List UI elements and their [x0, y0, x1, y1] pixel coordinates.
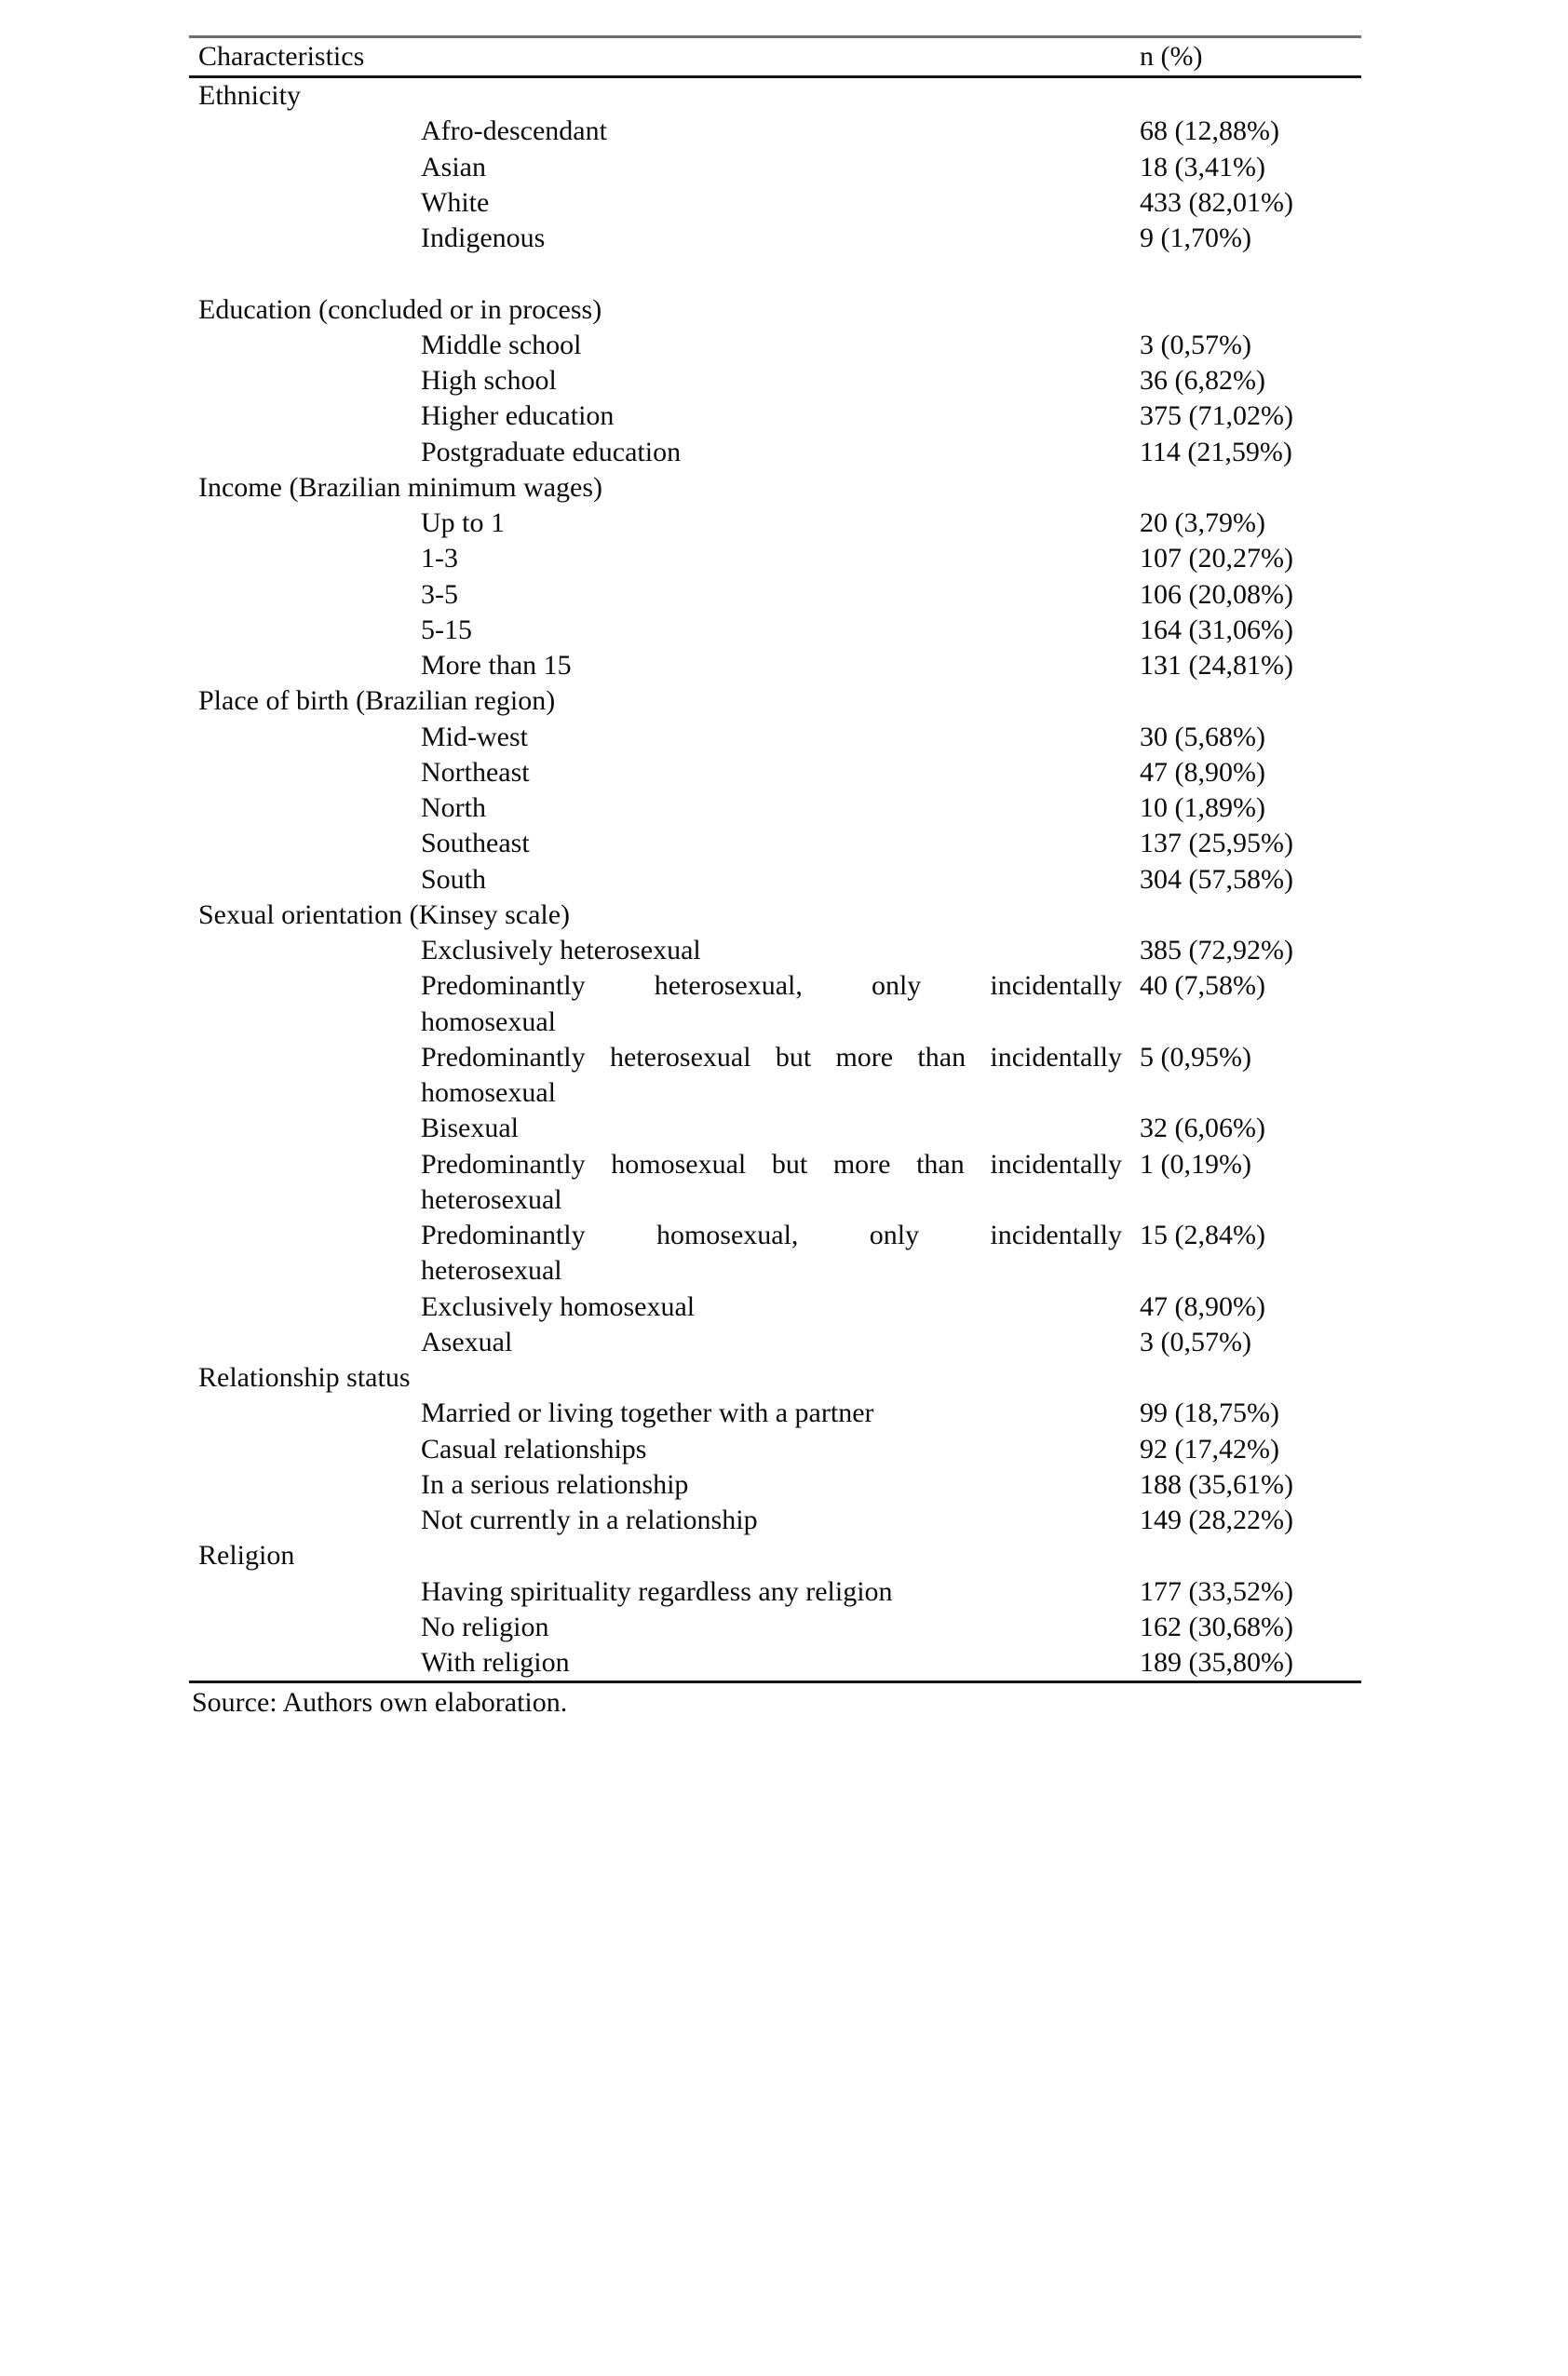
table-row	[189, 648, 1361, 683]
table-row	[189, 1218, 1361, 1289]
table-row	[189, 1325, 1361, 1360]
group-row	[189, 78, 1361, 114]
table-row	[189, 1432, 1361, 1467]
row-value: 137 (25,95%)	[1140, 828, 1293, 859]
table-row	[189, 720, 1361, 755]
row-label: Bisexual	[421, 1113, 519, 1144]
table-row	[189, 826, 1361, 861]
row-label: Postgraduate education	[421, 436, 682, 467]
group-row	[189, 898, 1361, 933]
row-label-line: heterosexual	[421, 1255, 562, 1287]
row-value: 68 (12,88%)	[1140, 115, 1279, 147]
table-header-row	[189, 38, 1361, 78]
row-label-line: Predominantly heterosexual, only incidentally	[421, 970, 1122, 1002]
row-value: 149 (28,22%)	[1140, 1505, 1293, 1535]
table-row	[189, 790, 1361, 826]
table-row	[189, 398, 1361, 434]
row-label: Mid-west	[421, 721, 528, 752]
table-row	[189, 1147, 1361, 1219]
row-value: 36 (6,82%)	[1140, 365, 1265, 396]
row-value: 177 (33,52%)	[1140, 1575, 1293, 1607]
row-value: 304 (57,58%)	[1140, 863, 1293, 895]
row-label: Having spirituality regardless any religion	[421, 1575, 893, 1607]
row-value: 114 (21,59%)	[1140, 436, 1292, 467]
table-row	[189, 363, 1361, 398]
table-row	[189, 1396, 1361, 1431]
row-label: Married or living together with a partner	[421, 1397, 874, 1429]
row-label: High school	[421, 365, 557, 396]
table-row	[189, 968, 1361, 1040]
group-row	[189, 1360, 1361, 1396]
row-value: 20 (3,79%)	[1140, 507, 1265, 538]
row-label	[189, 968, 1122, 1040]
row-label: Higher education	[421, 400, 615, 432]
row-value: 188 (35,61%)	[1140, 1468, 1293, 1500]
row-value: 162 (30,68%)	[1140, 1611, 1293, 1642]
row-label-line: Predominantly heterosexual but more than incidentally	[421, 1041, 1122, 1073]
row-value: 30 (5,68%)	[1140, 721, 1265, 752]
row-label: In a serious relationship	[421, 1468, 689, 1500]
table-row	[189, 933, 1361, 968]
table-row	[189, 1289, 1361, 1325]
table-row	[189, 328, 1361, 363]
row-value: 18 (3,41%)	[1140, 151, 1265, 182]
row-label-line: Predominantly homosexual, only incidentally	[421, 1220, 1122, 1250]
table-row	[189, 221, 1361, 256]
table-row	[189, 1467, 1361, 1503]
table-row	[189, 435, 1361, 470]
row-label: Indigenous	[421, 223, 546, 253]
table-row	[189, 862, 1361, 898]
row-value: 5 (0,95%)	[1140, 1041, 1251, 1073]
row-label: Up to 1	[421, 507, 505, 538]
column-header-characteristics: Characteristics	[198, 41, 365, 72]
table-row	[189, 577, 1361, 613]
row-label: Relationship status	[198, 1362, 411, 1393]
row-label: Sexual orientation (Kinsey scale)	[198, 898, 571, 930]
row-value: 15 (2,84%)	[1140, 1220, 1265, 1250]
table-row	[189, 1610, 1361, 1645]
group-row	[189, 470, 1361, 506]
table-row	[189, 541, 1361, 576]
row-label: Income (Brazilian minimum wages)	[198, 471, 603, 503]
row-value: 1 (0,19%)	[1140, 1148, 1251, 1180]
row-label: Asexual	[421, 1326, 513, 1357]
row-value: 47 (8,90%)	[1140, 1290, 1265, 1322]
row-label: White	[421, 186, 490, 218]
table-row	[189, 613, 1361, 648]
row-label-line: homosexual	[421, 1006, 556, 1037]
row-label: Afro-descendant	[421, 115, 607, 147]
group-row	[189, 1538, 1361, 1573]
table-row	[189, 1574, 1361, 1610]
row-label: South	[421, 863, 487, 895]
group-row	[189, 683, 1361, 719]
row-value: 92 (17,42%)	[1140, 1433, 1279, 1465]
row-value: 106 (20,08%)	[1140, 578, 1293, 610]
group-row	[189, 292, 1361, 328]
row-label	[189, 1040, 1122, 1112]
row-label	[189, 1147, 1122, 1219]
row-label: Exclusively heterosexual	[421, 935, 701, 965]
row-label: With religion	[421, 1647, 570, 1678]
row-label: More than 15	[421, 650, 572, 681]
row-value: 10 (1,89%)	[1140, 792, 1265, 823]
table-row	[189, 1503, 1361, 1538]
row-label: Place of birth (Brazilian region)	[198, 685, 556, 717]
row-label: 5-15	[421, 614, 472, 645]
row-value: 47 (8,90%)	[1140, 756, 1265, 788]
table-row	[189, 185, 1361, 221]
source-note: Source: Authors own elaboration.	[192, 1687, 568, 1718]
column-header-n-percent: n (%)	[1140, 41, 1203, 72]
row-value: 131 (24,81%)	[1140, 650, 1293, 681]
spacer-row	[189, 256, 1361, 291]
row-value: 99 (18,75%)	[1140, 1397, 1279, 1429]
row-value: 32 (6,06%)	[1140, 1113, 1265, 1144]
row-label: Education (concluded or in process)	[198, 293, 602, 325]
characteristics-table	[189, 35, 1361, 1683]
row-label: No religion	[421, 1611, 549, 1642]
row-label	[189, 1218, 1122, 1289]
table-row	[189, 506, 1361, 541]
row-label-line: homosexual	[421, 1077, 556, 1108]
table-row	[189, 1040, 1361, 1112]
row-label-line: heterosexual	[421, 1183, 562, 1215]
row-label: Ethnicity	[198, 80, 301, 111]
table-row	[189, 150, 1361, 185]
row-label: North	[421, 792, 486, 823]
row-value: 164 (31,06%)	[1140, 614, 1293, 645]
row-label-line: Predominantly homosexual but more than incidentally	[421, 1148, 1122, 1180]
row-label: Not currently in a relationship	[421, 1505, 758, 1535]
row-label: Casual relationships	[421, 1433, 647, 1465]
table-row	[189, 114, 1361, 149]
row-value: 107 (20,27%)	[1140, 543, 1293, 574]
table-row	[189, 1645, 1361, 1681]
row-value: 189 (35,80%)	[1140, 1647, 1293, 1678]
row-value: 9 (1,70%)	[1140, 223, 1251, 253]
row-label: Northeast	[421, 756, 530, 788]
row-value: 40 (7,58%)	[1140, 970, 1265, 1002]
row-label: Religion	[198, 1540, 295, 1572]
table-body	[189, 78, 1361, 1681]
table-row	[189, 1111, 1361, 1146]
row-label: Exclusively homosexual	[421, 1290, 696, 1322]
row-label: 1-3	[421, 543, 458, 574]
table-row	[189, 755, 1361, 790]
row-label: 3-5	[421, 578, 458, 610]
row-value: 3 (0,57%)	[1140, 329, 1251, 360]
row-label: Southeast	[421, 828, 530, 859]
row-value: 385 (72,92%)	[1140, 935, 1293, 965]
row-value: 3 (0,57%)	[1140, 1326, 1251, 1357]
row-label: Asian	[421, 151, 486, 182]
row-value: 375 (71,02%)	[1140, 400, 1293, 432]
row-value: 433 (82,01%)	[1140, 186, 1293, 218]
row-label: Middle school	[421, 329, 582, 360]
